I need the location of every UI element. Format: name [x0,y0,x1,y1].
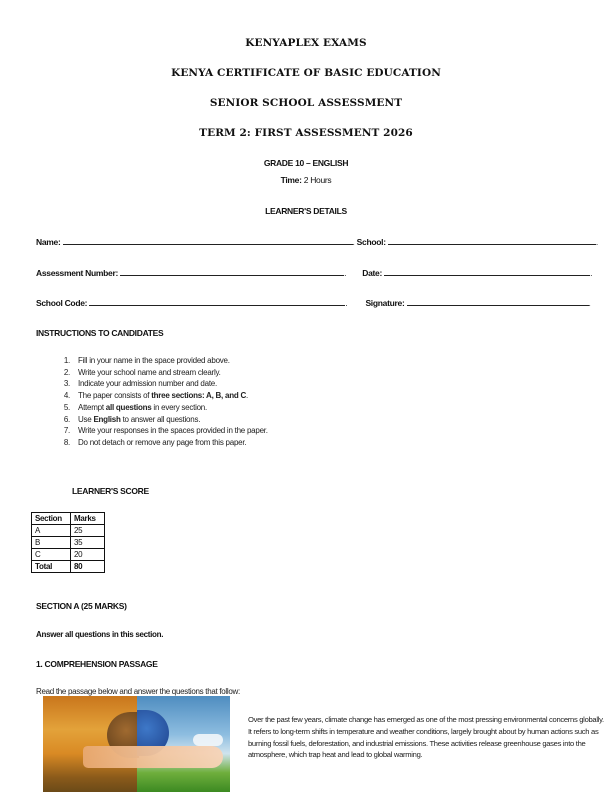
instruction-item: 8. Do not detach or remove any page from this paper. [72,437,268,449]
assessment-number-field[interactable] [120,267,344,276]
certificate-title: KENYA CERTIFICATE OF BASIC EDUCATION [171,67,441,79]
school-label: School: [356,237,386,247]
instruction-item: 1. Fill in your name in the space provided above. [72,355,268,367]
section-cell: A [32,525,71,537]
climate-change-image [43,696,230,792]
learner-details-row-1: Name: . School: . [36,237,598,247]
learner-details-row-3: School Code: . Signature: . [36,298,591,308]
school-code-field[interactable] [89,297,345,306]
table-row [32,525,105,537]
name-field[interactable] [63,236,353,245]
instruction-item: 6. Use English to answer all questions. [72,414,268,426]
time-label: Time: [280,175,302,185]
term-title: TERM 2: FIRST ASSESSMENT 2026 [199,127,413,139]
total-value: 80 [71,561,105,573]
section-cell: B [32,537,71,549]
learner-details-row-2: Assessment Number: . Date: . [36,268,593,278]
header-cell: Marks [71,513,105,525]
total-label: Total [32,561,71,573]
school-field[interactable] [388,236,596,245]
signature-field[interactable] [407,297,589,306]
hand-icon [83,746,223,768]
instructions-list [52,355,268,449]
section-a-title: SECTION A (25 MARKS) [36,601,127,611]
score-table-header [32,513,105,525]
school-code-label: School Code: [36,298,88,308]
comprehension-title: 1. COMPREHENSION PASSAGE [36,659,158,669]
instructions-title: INSTRUCTIONS TO CANDIDATES [36,328,164,338]
duration [0,175,612,185]
instruction-item: 3. Indicate your admission number and date. [72,378,268,390]
grade-subject: GRADE 10 – ENGLISH [263,158,349,168]
header-cell: Section [32,513,71,525]
exam-body-title: KENYAPLEX EXAMS [245,37,367,49]
learner-details-title: LEARNER'S DETAILS [265,206,347,216]
section-cell: C [32,549,71,561]
date-label: Date: [362,268,383,278]
section-a-instruction: Answer all questions in this section. [36,630,164,639]
instruction-item: 4. The paper consists of three sections: A, B, and C. [72,390,268,402]
instruction-item: 7. Write your responses in the spaces provided in the paper. [72,425,268,437]
marks-cell: 35 [71,537,105,549]
table-row [32,537,105,549]
date-field[interactable] [384,267,590,276]
table-row [32,549,105,561]
marks-cell: 25 [71,525,105,537]
signature-label: Signature: [365,298,405,308]
name-label: Name: [36,237,61,247]
assessment-level-title: SENIOR SCHOOL ASSESSMENT [209,97,403,109]
score-table [31,512,105,573]
comprehension-passage: Over the past few years, climate change has emerged as one of the most pressing environmental concerns globally. It refers to long-term shifts in temperature and weather conditions, largely brought about by human actions such as burning fossil fuels, deforestation, and industrial emissions. These activities release greenhouse gases into the atmosphere, which trap heat and lead to global warming. [248,715,604,760]
instruction-item: 5. Attempt all questions in every section. [72,402,268,414]
assessment-number-label: Assessment Number: [36,268,118,278]
passage-lead: Read the passage below and answer the questions that follow: [36,687,240,696]
instruction-item: 2. Write your school name and stream clearly. [72,367,268,379]
time-value: 2 Hours [303,175,332,185]
total-row [32,561,105,573]
marks-cell: 20 [71,549,105,561]
learner-score-title: LEARNER'S SCORE [72,486,149,496]
